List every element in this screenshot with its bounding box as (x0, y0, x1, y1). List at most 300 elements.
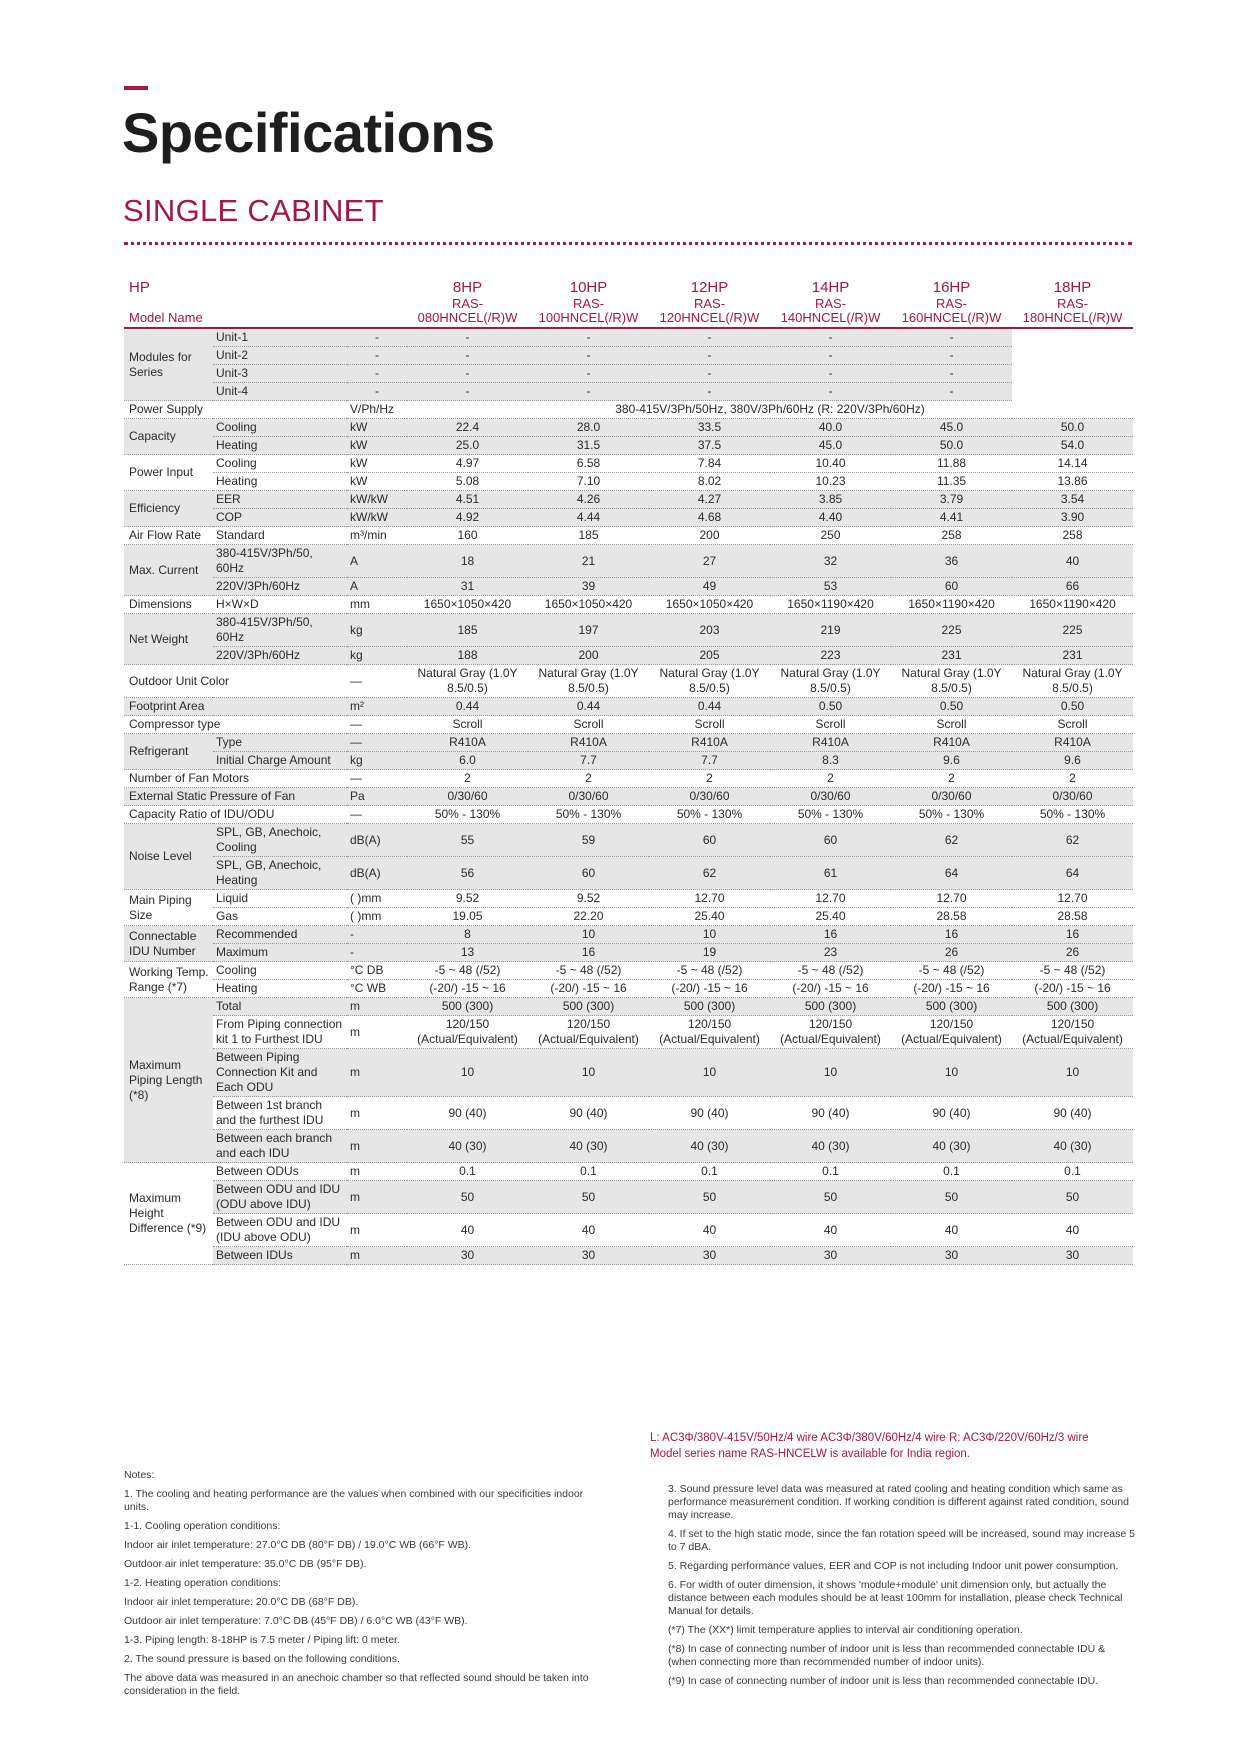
value-cell: Scroll (1012, 716, 1133, 734)
row-unit: ( )mm (347, 908, 407, 926)
value-cell: 40 (528, 1214, 649, 1247)
value-cell: 500 (300) (407, 998, 528, 1016)
note-item: 5. Regarding performance values, EER and COP is not including Indoor unit power consumption. (668, 1560, 1119, 1572)
value-cell: 120/150 (Actual/Equivalent) (407, 1016, 528, 1049)
value-cell: 60 (891, 578, 1012, 596)
table-row (124, 824, 1133, 857)
value-cell: 33.5 (649, 419, 770, 437)
model-col-1: RAS-080HNCEL(/R)W (407, 296, 528, 328)
value-cell: 50 (1012, 1181, 1133, 1214)
row-group-label: Max. Current (124, 545, 213, 596)
value-cell: 66 (1012, 578, 1133, 596)
row-unit: kW (347, 437, 407, 455)
value-cell: 4.92 (407, 509, 528, 527)
value-cell: - (770, 347, 891, 365)
row-unit: Unit-3 (213, 365, 347, 383)
value-cell: 231 (891, 647, 1012, 665)
table-row (124, 401, 1133, 419)
table-row (124, 1130, 1133, 1163)
note-item: (*9) In case of connecting number of indoor unit is less than recommended connectable IDU. (668, 1675, 1099, 1687)
table-row (124, 437, 1133, 455)
row-sub-label: Recommended (213, 926, 347, 944)
table-row (124, 944, 1133, 962)
value-cell: 0.1 (528, 1163, 649, 1181)
row-group-label: Noise Level (124, 824, 213, 890)
table-row (124, 908, 1133, 926)
table-row (124, 788, 1133, 806)
row-unit: - (347, 926, 407, 944)
value-cell: Natural Gray (1.0Y 8.5/0.5) (770, 665, 891, 698)
value-cell: 40 (407, 1214, 528, 1247)
value-cell: Scroll (528, 716, 649, 734)
row-unit: Unit-4 (213, 383, 347, 401)
value-cell: 9.52 (528, 890, 649, 908)
value-cell: 9.6 (891, 752, 1012, 770)
value-cell: - (528, 365, 649, 383)
row-unit: dB(A) (347, 857, 407, 890)
value-cell: 0/30/60 (1012, 788, 1133, 806)
row-sub-label: Between Piping Connection Kit and Each ODU (213, 1049, 347, 1097)
value-cell: 200 (649, 527, 770, 545)
value-cell: 0/30/60 (649, 788, 770, 806)
row-sub-label: Gas (213, 908, 347, 926)
value-cell: 3.54 (1012, 491, 1133, 509)
row-unit: — (347, 734, 407, 752)
value-cell: 25.40 (770, 908, 891, 926)
value-cell: (-20/) -15 ~ 16 (407, 980, 528, 998)
value-cell: 500 (300) (649, 998, 770, 1016)
value-cell: 1650×1190×420 (770, 596, 891, 614)
row-unit: kW (347, 419, 407, 437)
value-cell: R410A (528, 734, 649, 752)
row-group-label: Capacity (124, 419, 213, 455)
value-cell: 120/150 (Actual/Equivalent) (891, 1016, 1012, 1049)
value-cell: 10 (528, 926, 649, 944)
row-group-label: Modules for Series (124, 328, 213, 401)
value-cell: 40 (30) (770, 1130, 891, 1163)
table-row (124, 455, 1133, 473)
value-cell: 10 (528, 1049, 649, 1097)
value-cell: 60 (649, 824, 770, 857)
value-cell: 10.40 (770, 455, 891, 473)
value-cell: 53 (770, 578, 891, 596)
value-cell: 258 (891, 527, 1012, 545)
model-col-6: RAS-180HNCEL(/R)W (1012, 296, 1133, 328)
model-col-5: RAS-160HNCEL(/R)W (891, 296, 1012, 328)
table-row (124, 509, 1133, 527)
table-row (124, 347, 1133, 365)
value-cell: 62 (891, 824, 1012, 857)
value-cell: 0.44 (649, 698, 770, 716)
row-unit: A (347, 578, 407, 596)
table-row (124, 962, 1133, 980)
value-cell: 258 (1012, 527, 1133, 545)
note-item: (*8) In case of connecting number of indoor unit is less than recommended connectable IDU & (when connecting more than recommended number of indoor units). (668, 1643, 1106, 1668)
value-cell: 31 (407, 578, 528, 596)
value-cell: -5 ~ 48 (/52) (528, 962, 649, 980)
row-unit: kW/kW (347, 491, 407, 509)
value-cell: 50 (770, 1181, 891, 1214)
table-row (124, 328, 1133, 347)
table-row (124, 473, 1133, 491)
row-sub-label: Between each branch and each IDU (213, 1130, 347, 1163)
value-cell: 19 (649, 944, 770, 962)
value-cell: 39 (528, 578, 649, 596)
value-cell: 0.50 (770, 698, 891, 716)
row-unit: Unit-2 (213, 347, 347, 365)
value-cell: 9.6 (1012, 752, 1133, 770)
row-sub-label: Heating (213, 473, 347, 491)
value-cell: 50% - 130% (528, 806, 649, 824)
value-cell: 30 (1012, 1247, 1133, 1265)
table-row (124, 578, 1133, 596)
section-subtitle: SINGLE CABINET (123, 193, 384, 228)
value-cell: 23 (770, 944, 891, 962)
value-cell: - (528, 347, 649, 365)
model-col-4: RAS-140HNCEL(/R)W (770, 296, 891, 328)
row-unit: kg (347, 647, 407, 665)
value-cell: 50% - 130% (1012, 806, 1133, 824)
value-cell: 90 (40) (407, 1097, 528, 1130)
value-cell: 1650×1190×420 (891, 596, 1012, 614)
value-cell: 30 (891, 1247, 1012, 1265)
note-item: 1. The cooling and heating performance are the values when combined with our specificities indoor units. (124, 1488, 584, 1513)
value-cell: 40 (30) (528, 1130, 649, 1163)
value-cell: 7.10 (528, 473, 649, 491)
value-cell: Scroll (407, 716, 528, 734)
value-cell: 50.0 (891, 437, 1012, 455)
note-item: (*7) The (XX*) limit temperature applies to interval air conditioning operation. (668, 1624, 1023, 1636)
row-unit: m (347, 998, 407, 1016)
row-unit: ( )mm (347, 890, 407, 908)
value-cell: 0.44 (407, 698, 528, 716)
value-cell: 7.84 (649, 455, 770, 473)
value-cell: Natural Gray (1.0Y 8.5/0.5) (891, 665, 1012, 698)
table-row (124, 857, 1133, 890)
table-row (124, 596, 1133, 614)
row-unit: kg (347, 752, 407, 770)
row-sub-label: 220V/3Ph/60Hz (213, 578, 347, 596)
table-row (124, 752, 1133, 770)
table-row (124, 890, 1133, 908)
row-unit: m (347, 1049, 407, 1097)
table-row (124, 1181, 1133, 1214)
row-unit: kW (347, 473, 407, 491)
value-cell: 12.70 (770, 890, 891, 908)
value-cell: 18 (407, 545, 528, 578)
row-sub-label: COP (213, 509, 347, 527)
value-cell: 500 (300) (1012, 998, 1133, 1016)
value-cell: 40 (891, 1214, 1012, 1247)
value-cell: 0/30/60 (407, 788, 528, 806)
table-row (124, 806, 1133, 824)
value-cell: 11.35 (891, 473, 1012, 491)
value-cell: - (407, 365, 528, 383)
value-cell: 14.14 (1012, 455, 1133, 473)
value-cell: 4.68 (649, 509, 770, 527)
value-cell: 120/150 (Actual/Equivalent) (528, 1016, 649, 1049)
value-cell: 60 (770, 824, 891, 857)
table-row (124, 980, 1133, 998)
page-title: Specifications (122, 101, 495, 164)
value-cell: 12.70 (1012, 890, 1133, 908)
value-cell: Scroll (770, 716, 891, 734)
value-cell: (-20/) -15 ~ 16 (528, 980, 649, 998)
row-group-label: Outdoor Unit Color (124, 665, 347, 698)
value-cell: 0/30/60 (770, 788, 891, 806)
spec-table-body (124, 328, 1133, 1265)
row-group-label: Air Flow Rate (124, 527, 213, 545)
row-sub-label: Between IDUs (213, 1247, 347, 1265)
value-cell: 30 (528, 1247, 649, 1265)
value-cell: 40 (30) (649, 1130, 770, 1163)
value-cell: 0.1 (407, 1163, 528, 1181)
value-cell: 22.4 (407, 419, 528, 437)
value-cell: R410A (649, 734, 770, 752)
note-item: 2. The sound pressure is based on the following conditions. (124, 1653, 400, 1665)
value-cell: Natural Gray (1.0Y 8.5/0.5) (407, 665, 528, 698)
value-cell: 200 (528, 647, 649, 665)
row-sub-label: 380-415V/3Ph/50, 60Hz (213, 545, 347, 578)
hp-col-4: 14HP (811, 279, 850, 296)
table-row (124, 419, 1133, 437)
row-merged-value: 380-415V/3Ph/50Hz, 380V/3Ph/60Hz (R: 220V/3Ph/60Hz) (407, 401, 1133, 419)
notes-left-column (124, 1469, 604, 1704)
table-row (124, 545, 1133, 578)
value-cell: 4.97 (407, 455, 528, 473)
value-cell: Natural Gray (1.0Y 8.5/0.5) (528, 665, 649, 698)
value-cell: (-20/) -15 ~ 16 (891, 980, 1012, 998)
value-cell: 45.0 (891, 419, 1012, 437)
value-cell: 59 (528, 824, 649, 857)
value-cell: 61 (770, 857, 891, 890)
row-unit: — (347, 770, 407, 788)
table-row (124, 1163, 1133, 1181)
row-sub-label: Liquid (213, 890, 347, 908)
table-row (124, 491, 1133, 509)
value-cell: 0.50 (1012, 698, 1133, 716)
note-item: The above data was measured in an anechoic chamber so that reflected sound should be taken into consideration in the field. (124, 1672, 589, 1697)
row-unit: mm (347, 596, 407, 614)
value-cell: 223 (770, 647, 891, 665)
row-unit: V/Ph/Hz (347, 401, 407, 419)
value-cell: 6.0 (407, 752, 528, 770)
value-cell: - (407, 328, 528, 347)
value-cell: 27 (649, 545, 770, 578)
value-cell: 1650×1190×420 (1012, 596, 1133, 614)
value-cell: -5 ~ 48 (/52) (1012, 962, 1133, 980)
table-row (124, 1049, 1133, 1097)
value-cell: 16 (1012, 926, 1133, 944)
table-row (124, 383, 1133, 401)
row-group-label: Capacity Ratio of IDU/ODU (124, 806, 347, 824)
row-group-label: Compressor type (124, 716, 347, 734)
value-cell: 21 (528, 545, 649, 578)
value-cell: 0/30/60 (528, 788, 649, 806)
note-item: 3. Sound pressure level data was measured at rated cooling and heating condition which same as performance measurement condition. If working condition is different against rated condition, sound may increase. (668, 1483, 1129, 1521)
value-cell: 40.0 (770, 419, 891, 437)
value-cell: - (770, 365, 891, 383)
table-row (124, 1214, 1133, 1247)
row-sub-label: H×W×D (213, 596, 347, 614)
row-unit: — (347, 716, 407, 734)
row-unit: m³/min (347, 527, 407, 545)
row-group-label: Working Temp. Range (*7) (124, 962, 213, 998)
row-sub-label: SPL, GB, Anechoic, Cooling (213, 824, 347, 857)
value-cell: 64 (1012, 857, 1133, 890)
value-cell: - (528, 383, 649, 401)
note-item: Outdoor air inlet temperature: 7.0°C DB (45°F DB) / 6.0°C WB (43°F WB). (124, 1615, 468, 1627)
value-cell: 500 (300) (528, 998, 649, 1016)
hp-col-3: 12HP (690, 279, 729, 296)
value-cell: 55 (407, 824, 528, 857)
row-sub-label: Cooling (213, 455, 347, 473)
value-cell: 120/150 (Actual/Equivalent) (649, 1016, 770, 1049)
value-cell: 60 (528, 857, 649, 890)
value-cell: 1650×1050×420 (528, 596, 649, 614)
note-item: Indoor air inlet temperature: 27.0°C DB (80°F DB) / 19.0°C WB (66°F WB). (124, 1539, 472, 1551)
row-unit: m (347, 1214, 407, 1247)
value-cell: R410A (770, 734, 891, 752)
table-row (124, 614, 1133, 647)
value-cell: 19.05 (407, 908, 528, 926)
table-row (124, 665, 1133, 698)
title-accent-bar (124, 86, 148, 90)
value-cell: - (649, 383, 770, 401)
hp-col-2: 10HP (569, 279, 608, 296)
value-cell: R410A (891, 734, 1012, 752)
value-cell: 10 (1012, 1049, 1133, 1097)
value-cell: 36 (891, 545, 1012, 578)
value-cell: 30 (407, 1247, 528, 1265)
row-group-label: Footprint Area (124, 698, 347, 716)
row-unit: kg (347, 614, 407, 647)
value-cell: Natural Gray (1.0Y 8.5/0.5) (1012, 665, 1133, 698)
row-unit: m (347, 1181, 407, 1214)
table-row (124, 365, 1133, 383)
row-sub-label: Between 1st branch and the furthest IDU (213, 1097, 347, 1130)
row-unit: Pa (347, 788, 407, 806)
value-cell: 500 (300) (891, 998, 1012, 1016)
row-unit: °C WB (347, 980, 407, 998)
row-sub-label: Cooling (213, 962, 347, 980)
note-item: 4. If set to the high static mode, since the fan rotation speed will be increased, sound may increase 5 to 7 dBA. (668, 1528, 1135, 1553)
value-cell: 0.50 (891, 698, 1012, 716)
value-cell: (-20/) -15 ~ 16 (1012, 980, 1133, 998)
value-cell: 49 (649, 578, 770, 596)
hp-header-row (124, 278, 1133, 296)
row-group-label: Refrigerant (124, 734, 213, 770)
row-sub-label: Cooling (213, 419, 347, 437)
value-cell: 50% - 130% (770, 806, 891, 824)
value-cell: 40 (770, 1214, 891, 1247)
row-sub-label: Initial Charge Amount (213, 752, 347, 770)
note-item: 1-1. Cooling operation conditions: (124, 1520, 281, 1532)
value-cell: - (891, 365, 1012, 383)
value-cell: 50 (649, 1181, 770, 1214)
row-unit: m (347, 1163, 407, 1181)
row-group-label: Net Weight (124, 614, 213, 665)
value-cell: 2 (770, 770, 891, 788)
value-cell: 0.44 (528, 698, 649, 716)
value-cell: 64 (891, 857, 1012, 890)
row-group-label: Efficiency (124, 491, 213, 527)
value-cell: 4.26 (528, 491, 649, 509)
notes-right-column (668, 1483, 1136, 1694)
value-cell: 231 (1012, 647, 1133, 665)
wiring-footnote-line-1: L: AC3Φ/380V-415V/50Hz/4 wire AC3Φ/380V/60Hz/4 wire R: AC3Φ/220V/60Hz/3 wire (650, 1432, 1089, 1444)
hp-label: HP (129, 279, 150, 296)
note-item: Outdoor air inlet temperature: 35.0°C DB (95°F DB). (124, 1558, 367, 1570)
value-cell: - (770, 383, 891, 401)
table-row (124, 647, 1133, 665)
value-cell: 8 (407, 926, 528, 944)
note-item: Notes: (124, 1469, 155, 1481)
value-cell: - (891, 347, 1012, 365)
value-cell: 4.51 (407, 491, 528, 509)
value-cell: 225 (891, 614, 1012, 647)
value-cell: 50% - 130% (891, 806, 1012, 824)
value-cell: 50.0 (1012, 419, 1133, 437)
value-cell: 90 (40) (1012, 1097, 1133, 1130)
hp-col-5: 16HP (932, 279, 971, 296)
value-cell: 16 (528, 944, 649, 962)
model-col-3: RAS-120HNCEL(/R)W (649, 296, 770, 328)
value-cell: -5 ~ 48 (/52) (649, 962, 770, 980)
value-cell: 12.70 (649, 890, 770, 908)
value-cell: 40 (30) (1012, 1130, 1133, 1163)
table-row (124, 527, 1133, 545)
value-cell: 3.90 (1012, 509, 1133, 527)
value-cell: - (347, 347, 407, 365)
value-cell: 5.08 (407, 473, 528, 491)
row-unit: — (347, 665, 407, 698)
value-cell: 9.52 (407, 890, 528, 908)
row-unit: °C DB (347, 962, 407, 980)
value-cell: - (528, 328, 649, 347)
row-group-label: Power Supply (124, 401, 347, 419)
table-row (124, 734, 1133, 752)
value-cell: 10 (891, 1049, 1012, 1097)
row-unit: — (347, 806, 407, 824)
row-sub-label: SPL, GB, Anechoic, Heating (213, 857, 347, 890)
value-cell: 90 (40) (649, 1097, 770, 1130)
value-cell: 203 (649, 614, 770, 647)
value-cell: 40 (1012, 545, 1133, 578)
row-sub-label: Between ODUs (213, 1163, 347, 1181)
value-cell: 50 (528, 1181, 649, 1214)
value-cell: 30 (770, 1247, 891, 1265)
value-cell: 22.20 (528, 908, 649, 926)
value-cell: 50 (891, 1181, 1012, 1214)
note-item: 1-2. Heating operation conditions: (124, 1577, 282, 1589)
value-cell: 6.58 (528, 455, 649, 473)
value-cell: 50% - 130% (407, 806, 528, 824)
value-cell: 0.1 (891, 1163, 1012, 1181)
row-sub-label: Type (213, 734, 347, 752)
table-row (124, 1247, 1133, 1265)
value-cell: 90 (40) (770, 1097, 891, 1130)
value-cell: 40 (30) (891, 1130, 1012, 1163)
model-col-2: RAS-100HNCEL(/R)W (528, 296, 649, 328)
model-header-row (124, 296, 1133, 328)
value-cell: 0.1 (1012, 1163, 1133, 1181)
row-unit: m² (347, 698, 407, 716)
value-cell: 7.7 (528, 752, 649, 770)
value-cell: 11.88 (891, 455, 1012, 473)
row-unit: m (347, 1097, 407, 1130)
note-item: Indoor air inlet temperature: 20.0°C DB (68°F DB). (124, 1596, 359, 1608)
